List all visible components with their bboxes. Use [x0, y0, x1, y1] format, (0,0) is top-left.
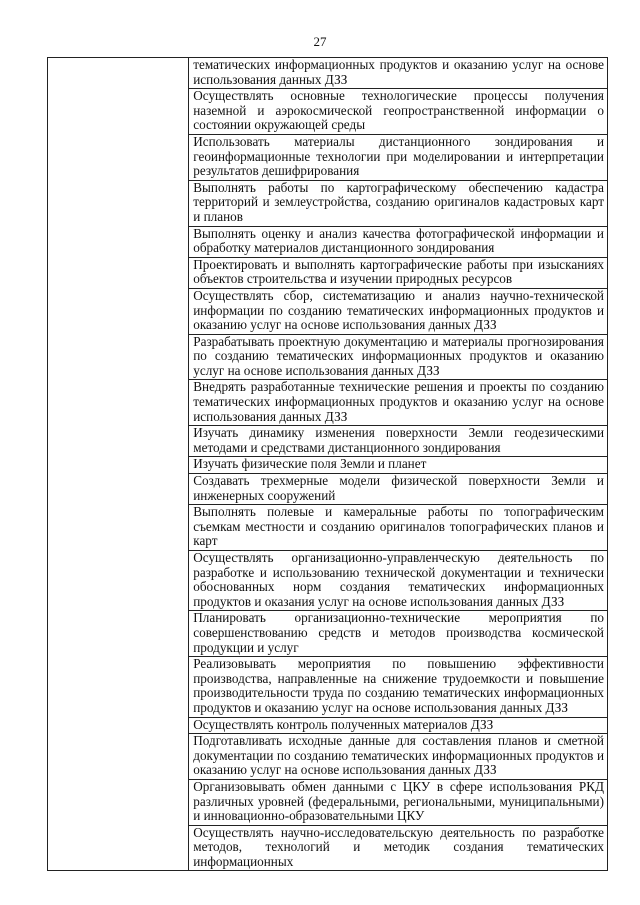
table-cell: Внедрять разработанные технические решения и проекты по созданию тематических информационных продуктов и оказанию услуг на основе использования данных ДЗЗ	[189, 380, 608, 426]
competency-table	[47, 57, 608, 871]
table-cell: Выполнять полевые и камеральные работы по топографическим съемкам местности и созданию оригиналов топографических планов и карт	[189, 505, 608, 551]
table-cell: Осуществлять контроль полученных материалов ДЗЗ	[189, 717, 608, 734]
table-cell: Планировать организационно-технические мероприятия по совершенствованию средств и методов производства космической продукции и услуг	[189, 611, 608, 657]
table-body	[48, 58, 608, 871]
table-cell: Осуществлять сбор, систематизацию и анализ научно-технической информации по созданию тематических информационных продуктов и оказанию услуг на основе использования данных ДЗЗ	[189, 288, 608, 334]
table-cell: Осуществлять основные технологические процессы получения наземной и аэрокосмической геопространственной информации о состоянии окружающей среды	[189, 89, 608, 135]
table-cell: Выполнять работы по картографическому обеспечению кадастра территорий и землеустройства, созданию оригиналов кадастровых карт и планов	[189, 180, 608, 226]
table-cell: Изучать динамику изменения поверхности Земли геодезическими методами и средствами дистанционного зондирования	[189, 426, 608, 457]
table-cell: Осуществлять организационно-управленческую деятельность по разработке и использованию технической документации и технически обоснованных норм создания тематических информационных продуктов и оказания услуг на основе использования данных ДЗЗ	[189, 551, 608, 611]
table-cell: Осуществлять научно-исследовательскую деятельность по разработке методов, технологий и методик создания тематических информационных	[189, 825, 608, 871]
table-cell: Использовать материалы дистанционного зондирования и геоинформационные технологии при моделировании и интерпретации результатов дешифрирования	[189, 134, 608, 180]
table-cell: Изучать физические поля Земли и планет	[189, 457, 608, 474]
table-cell: Разрабатывать проектную документацию и материалы прогнозирования по созданию тематических информационных продуктов и оказанию услуг на основе использования данных ДЗЗ	[189, 334, 608, 380]
table-cell: Реализовывать мероприятия по повышению эффективности производства, направленные на снижение трудоемкости и повышение производительности труда по созданию тематических информационных продуктов и оказанию услуг на основе использования данных ДЗЗ	[189, 657, 608, 717]
table-row	[48, 58, 608, 89]
table-cell: Выполнять оценку и анализ качества фотографической информации и обработку материалов дистанционного зондирования	[189, 226, 608, 257]
left-column-cell	[48, 58, 189, 871]
table-cell: Подготавливать исходные данные для составления планов и сметной документации по созданию тематических информационных продуктов и оказанию услуг на основе использования данных ДЗЗ	[189, 734, 608, 780]
table-cell: Организовывать обмен данными с ЦКУ в сфере использования РКД различных уровней (федеральными, региональными, муниципальными) и инновационно-образовательными ЦКУ	[189, 779, 608, 825]
table-cell: тематических информационных продуктов и оказанию услуг на основе использования данных ДЗЗ	[189, 58, 608, 89]
page-number: 27	[313, 34, 327, 49]
table-cell: Проектировать и выполнять картографические работы при изысканиях объектов строительства и изучении природных ресурсов	[189, 257, 608, 288]
table-cell: Создавать трехмерные модели физической поверхности Земли и инженерных сооружений	[189, 474, 608, 505]
